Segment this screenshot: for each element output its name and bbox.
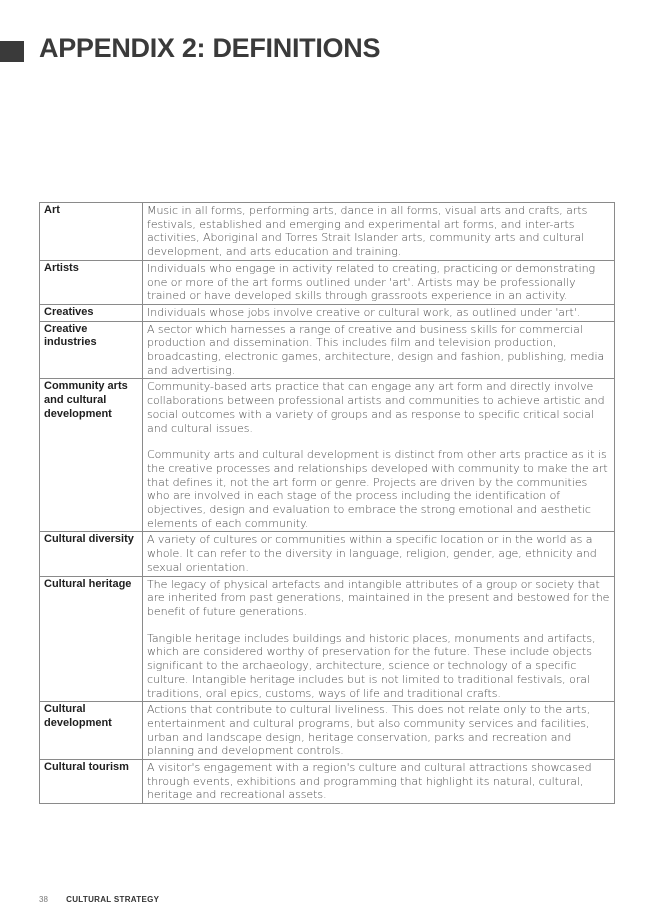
definition-paragraph: The legacy of physical artefacts and intangible attributes of a group or society that are inherited from past generations, maintained in the present and bestowed for the benefit of future generations.	[147, 577, 610, 618]
table-row	[40, 260, 615, 304]
definitions-table	[39, 202, 615, 804]
definition-paragraph: Community-based arts practice that can engage any art form and directly involve collaborations between professional artists and communities to achieve artistic and social outcomes with a variety of groups and as response to specific critical social and cultural issues.	[147, 380, 605, 435]
page-footer	[39, 895, 159, 904]
term-cell: Art	[40, 203, 143, 261]
definition-cell	[143, 576, 615, 702]
page-number: 38	[39, 895, 48, 904]
definition-paragraph: Actions that contribute to cultural liveliness. This does not relate only to the arts, entertainment and cultural programs, but also community services and facilities, urban and landscape design, heritage conservation, parks and recreation and planning and development controls.	[147, 703, 591, 758]
definition-cell	[143, 532, 615, 576]
term-cell: Community arts and cultural development	[40, 379, 143, 532]
definition-cell	[143, 379, 615, 532]
term-cell: Cultural diversity	[40, 532, 143, 576]
definition-paragraph: Individuals whose jobs involve creative or cultural work, as outlined under 'art'.	[147, 305, 581, 319]
term-cell: Cultural heritage	[40, 576, 143, 702]
table-row	[40, 760, 615, 804]
document-name: CULTURAL STRATEGY	[66, 895, 160, 904]
table-row	[40, 379, 615, 532]
definition-paragraph: Tangible heritage includes buildings and historic places, monuments and artifacts, which are considered worthy of preservation for the future. These include objects significant to the archaeology, architecture, science or technology of a specific culture. Intangible heritage includes but is not limited to traditional festivals, oral traditions, oral epics, customs, ways of life and traditional crafts.	[147, 631, 596, 700]
definition-paragraph: Individuals who engage in activity related to creating, practicing or demonstrating one or more of the art forms outlined under 'art'. Artists may be professionally trained or have developed skills through grassroots experience in an activity.	[147, 261, 596, 303]
term-cell: Cultural development	[40, 702, 143, 760]
definition-paragraph: Community arts and cultural development is distinct from other arts practice as it is the creative processes and relationships developed with community to make the art that defines it, not the art form or genre. Projects are driven by the communities who are involved in each stage of the process including the identification of objectives, design and evaluation to embrace the strong emotional and aesthetic elements of each community.	[147, 448, 608, 530]
term-cell: Creatives	[40, 304, 143, 321]
table-row	[40, 532, 615, 576]
table-row	[40, 702, 615, 760]
table-row	[40, 203, 615, 261]
title-accent-bar	[0, 41, 24, 62]
term-cell: Artists	[40, 260, 143, 304]
page-title: APPENDIX 2: DEFINITIONS	[39, 33, 381, 63]
definition-paragraph: Music in all forms, performing arts, dance in all forms, visual arts and crafts, arts festivals, established and emerging and experimental art forms, and inter-arts activities, Aboriginal and Torres Strait Islander arts, community arts and cultural development, and arts education and training.	[147, 204, 588, 259]
table-row	[40, 576, 615, 702]
definition-paragraph: A visitor's engagement with a region's culture and cultural attractions showcased through events, exhibitions and programming that highlight its natural, cultural, heritage and recreational assets.	[147, 761, 592, 802]
definition-cell	[143, 760, 615, 804]
term-cell: Cultural tourism	[40, 760, 143, 804]
definition-paragraph: A sector which harnesses a range of creative and business skills for commercial production and dissemination. This includes film and television production, broadcasting, electronic games, architecture, design and fashion, publishing, media and advertising.	[147, 322, 605, 377]
definition-cell	[143, 304, 615, 321]
definition-cell	[143, 203, 615, 261]
definitions-body	[40, 203, 615, 804]
definition-cell	[143, 260, 615, 304]
definition-cell	[143, 702, 615, 760]
table-row	[40, 321, 615, 379]
definition-cell	[143, 321, 615, 379]
definition-paragraph: A variety of cultures or communities within a specific location or in the world as a whole. It can refer to the diversity in language, religion, gender, age, ethnicity and sexual orientation.	[147, 533, 597, 574]
term-cell: Creative industries	[40, 321, 143, 379]
table-row	[40, 304, 615, 321]
